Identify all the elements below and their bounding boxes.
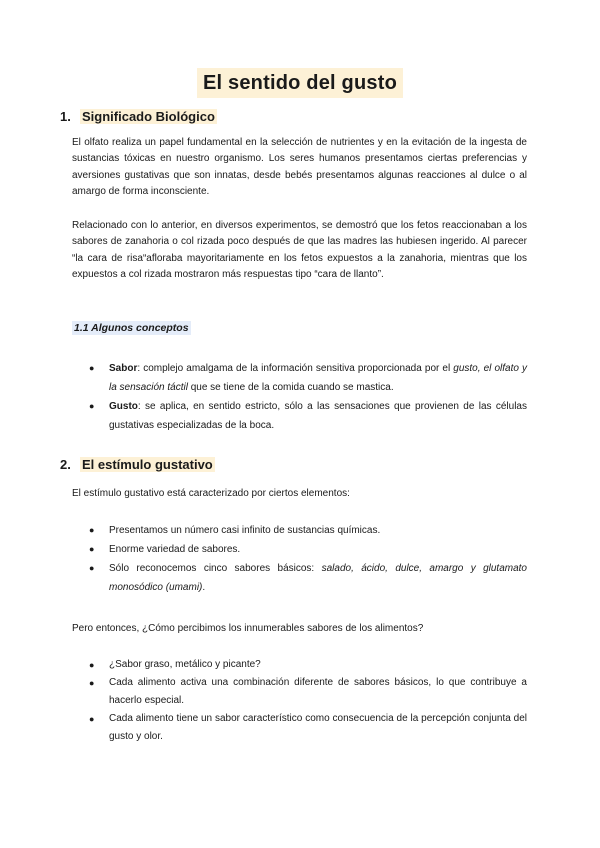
bullet-icon: ● [89, 363, 95, 373]
section-1-paragraph-1: El olfato realiza un papel fundamental en la selección de nutrientes y en la evitación de la ingesta de sustancias tóxicas en nuestro organismo. Los seres humanos presentamos ciertas preferencias y aversiones gustativas que son innatas, desde bebés presentamos algunas reacciones al dulce o al amargo de forma inconsciente. [72, 137, 527, 197]
section-2-number: 2. [60, 457, 71, 472]
list-item-text: Cada alimento tiene un sabor característico como consecuencia de la percepción conjunta del gusto y olor. [109, 713, 527, 742]
section-2-heading [60, 456, 215, 473]
list-item [72, 397, 527, 435]
section-1-heading [60, 108, 217, 125]
bullet-icon: ● [89, 714, 95, 724]
title-container [0, 68, 600, 98]
list-item [72, 710, 527, 746]
bullet-icon: ● [89, 660, 95, 670]
list-item-text: Enorme variedad de sabores. [109, 544, 241, 555]
bullet-icon: ● [89, 678, 95, 688]
list-item-text: Cada alimento activa una combinación diferente de sabores básicos, lo que contribuye a hacerlo especial. [109, 677, 527, 706]
list-item [72, 359, 527, 397]
list-item-text: ¿Sabor graso, metálico y picante? [109, 659, 261, 670]
section-2-intro: El estímulo gustativo está caracterizado por ciertos elementos: [72, 488, 350, 499]
bullet-icon: ● [89, 544, 95, 554]
bullet-icon: ● [89, 525, 95, 535]
concept-term: Sabor [109, 363, 138, 374]
bullet-icon: ● [89, 563, 95, 573]
list-item [72, 540, 527, 559]
bullet-icon: ● [89, 401, 95, 411]
section-1-paragraph-2: Relacionado con lo anterior, en diversos experimentos, se demostró que los fetos reaccionaban a los sabores de zanahoria o col rizada poco después de que las madres las hubiesen ingerido. Al parecer “la cara de risa“afloraba mayoritariamente en los fetos expuestos a la zanahoria, mientras que los expuestos a col rizada mostraron más respuestas tipo “cara de llanto”. [72, 220, 527, 280]
list-item-end: . [202, 582, 206, 593]
page-title: El sentido del gusto [197, 68, 403, 98]
list-item-text: Presentamos un número casi infinito de sustancias químicas. [109, 525, 381, 536]
section-1-title: Significado Biológico [82, 109, 215, 124]
concept-text-end: que se tiene de la comida cuando se mastica. [187, 382, 394, 393]
concepts-list [72, 359, 527, 435]
concept-text: : se aplica, en sentido estricto, sólo a las sensaciones que provienen de las células gustativas especializadas de la boca. [109, 401, 527, 431]
question-paragraph: Pero entonces, ¿Cómo percibimos los innumerables sabores de los alimentos? [72, 623, 424, 634]
list-item [72, 674, 527, 710]
perception-list [72, 656, 527, 746]
section-1-number: 1. [60, 109, 71, 124]
list-item [72, 521, 527, 540]
list-item-italic: salado, ácido, dulce, amargo y glutamato monosódico (umami) [109, 563, 527, 593]
concept-text: : complejo amalgama de la información sensitiva proporcionada por el [137, 363, 454, 374]
stimulus-list [72, 521, 527, 597]
list-item [72, 559, 527, 597]
subsection-1-1-heading: 1.1 Algunos conceptos [74, 322, 189, 334]
concept-italic: gusto, el olfato y la sensación táctil [109, 363, 527, 393]
section-2-title: El estímulo gustativo [82, 457, 213, 472]
list-item-text: Sólo reconocemos cinco sabores básicos: [109, 563, 322, 574]
concept-term: Gusto [109, 401, 138, 412]
list-item [72, 656, 527, 674]
